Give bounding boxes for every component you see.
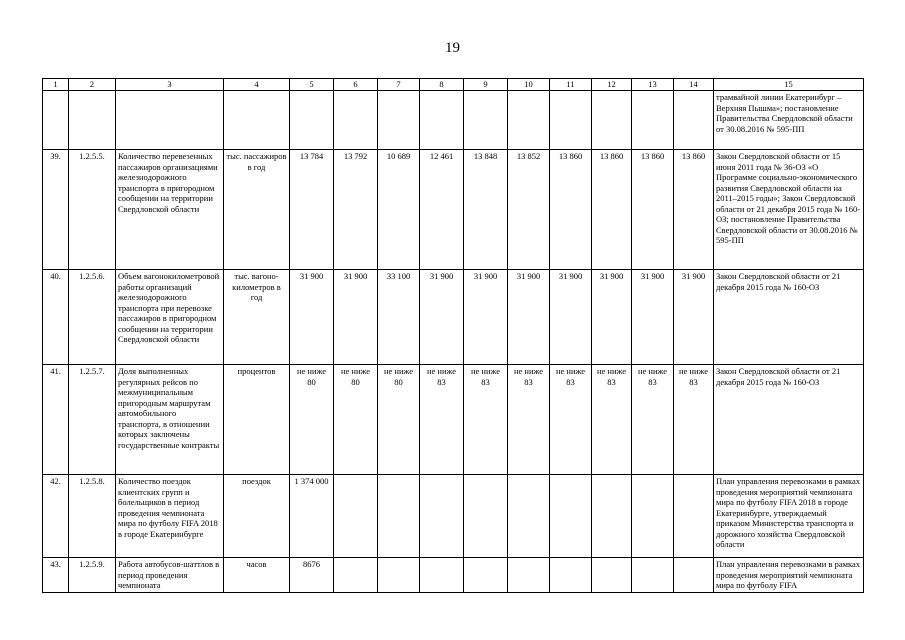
indicator-code-cell: 1.2.5.9. <box>69 558 116 593</box>
value-cell: 10 689 <box>378 150 420 270</box>
header-cell: 3 <box>116 79 224 91</box>
value-cell <box>334 558 378 593</box>
value-cell: не ниже 83 <box>632 365 674 475</box>
value-cell: не ниже 83 <box>464 365 508 475</box>
value-cell <box>508 91 550 150</box>
value-cell <box>592 475 632 558</box>
value-cell: не ниже 80 <box>378 365 420 475</box>
indicator-name-cell: Количество поездок клиентских групп и болельщиков в период проведения чемпионата мира по футболу FIFA 2018 в городе Екатеринбурге <box>116 475 224 558</box>
value-cell <box>378 558 420 593</box>
indicator-code-cell: 1.2.5.8. <box>69 475 116 558</box>
value-cell: 31 900 <box>334 270 378 365</box>
table-row <box>43 558 864 593</box>
row-number-cell: 39. <box>43 150 69 270</box>
value-cell: 31 900 <box>674 270 714 365</box>
table-row <box>43 91 864 150</box>
value-cell <box>592 558 632 593</box>
row-number-cell: 41. <box>43 365 69 475</box>
header-cell: 10 <box>508 79 550 91</box>
value-cell: 33 100 <box>378 270 420 365</box>
value-cell: 31 900 <box>420 270 464 365</box>
indicator-name-cell: Доля выполненных регулярных рейсов по межмуниципальным пригородным маршрутам автомобильного транспорта, в отношении которых заключены государственные контракты <box>116 365 224 475</box>
source-document-cell: План управления перевозками в рамках проведения мероприятий чемпионата мира по футболу FIFA 2018 в городе Екатеринбурге, утверждаемый приказом Министерства транспорта и дорожного хозяйства Свердловской области <box>714 475 864 558</box>
value-cell <box>550 91 592 150</box>
value-cell: не ниже 83 <box>592 365 632 475</box>
table-row <box>43 270 864 365</box>
value-cell: 13 852 <box>508 150 550 270</box>
value-cell: не ниже 83 <box>550 365 592 475</box>
indicators-table <box>42 78 864 593</box>
header-cell: 1 <box>43 79 69 91</box>
value-cell: 1 374 000 <box>290 475 334 558</box>
unit-cell: поездок <box>224 475 290 558</box>
source-document-cell: План управления перевозками в рамках проведения мероприятий чемпионата мира по футболу FIFA <box>714 558 864 593</box>
value-cell: не ниже 83 <box>674 365 714 475</box>
value-cell: 13 860 <box>550 150 592 270</box>
value-cell <box>632 475 674 558</box>
value-cell <box>334 91 378 150</box>
value-cell: 31 900 <box>592 270 632 365</box>
header-cell: 14 <box>674 79 714 91</box>
header-row <box>43 79 864 91</box>
header-cell: 12 <box>592 79 632 91</box>
value-cell: не ниже 83 <box>420 365 464 475</box>
value-cell <box>464 91 508 150</box>
value-cell: 31 900 <box>632 270 674 365</box>
value-cell <box>632 558 674 593</box>
source-document-cell: Закон Свердловской области от 21 декабря 2015 года № 160-ОЗ <box>714 270 864 365</box>
source-document-cell: Закон Свердловской области от 21 декабря 2015 года № 160-ОЗ <box>714 365 864 475</box>
value-cell <box>420 91 464 150</box>
value-cell <box>674 91 714 150</box>
value-cell: 13 860 <box>632 150 674 270</box>
indicator-name-cell: Количество перевезенных пассажиров организациями железнодорожного транспорта в пригородном сообщении на территории Свердловской области <box>116 150 224 270</box>
value-cell: не ниже 80 <box>290 365 334 475</box>
table-row <box>43 150 864 270</box>
table-row <box>43 365 864 475</box>
value-cell <box>508 475 550 558</box>
value-cell <box>420 558 464 593</box>
row-number-cell: 42. <box>43 475 69 558</box>
row-number-cell <box>43 91 69 150</box>
header-cell: 15 <box>714 79 864 91</box>
header-cell: 2 <box>69 79 116 91</box>
header-cell: 4 <box>224 79 290 91</box>
value-cell <box>674 558 714 593</box>
unit-cell: тыс. пассажиров в год <box>224 150 290 270</box>
indicator-name-cell: Объем вагонокилометровой работы организаций железнодорожного транспорта при перевозке пассажиров в пригородном сообщении на территории Свердловской области <box>116 270 224 365</box>
table-row <box>43 475 864 558</box>
value-cell <box>592 91 632 150</box>
value-cell: 13 848 <box>464 150 508 270</box>
value-cell <box>674 475 714 558</box>
value-cell: 31 900 <box>508 270 550 365</box>
page-number: 19 <box>445 40 460 56</box>
value-cell: 12 461 <box>420 150 464 270</box>
row-number-cell: 43. <box>43 558 69 593</box>
value-cell <box>378 91 420 150</box>
unit-cell: тыс. вагоно-километров в год <box>224 270 290 365</box>
header-cell: 9 <box>464 79 508 91</box>
value-cell: 31 900 <box>290 270 334 365</box>
value-cell <box>378 475 420 558</box>
source-document-cell: Закон Свердловской области от 15 июня 2011 года № 36-ОЗ «О Программе социально-экономического развития Свердловской области на 2011–2015 годы»; Закон Свердловской области от 21 декабря 2015 года № 160-ОЗ; постановление Правительства Свердловской области от 30.08.2016 № 595-ПП <box>714 150 864 270</box>
header-cell: 13 <box>632 79 674 91</box>
row-number-cell: 40. <box>43 270 69 365</box>
value-cell: 31 900 <box>550 270 592 365</box>
value-cell <box>464 558 508 593</box>
header-cell: 5 <box>290 79 334 91</box>
value-cell <box>550 558 592 593</box>
unit-cell <box>224 91 290 150</box>
header-cell: 8 <box>420 79 464 91</box>
value-cell: 13 792 <box>334 150 378 270</box>
indicator-name-cell <box>116 91 224 150</box>
value-cell: 13 860 <box>592 150 632 270</box>
indicator-code-cell <box>69 91 116 150</box>
value-cell: не ниже 83 <box>508 365 550 475</box>
value-cell: 13 784 <box>290 150 334 270</box>
value-cell <box>334 475 378 558</box>
value-cell: 31 900 <box>464 270 508 365</box>
value-cell <box>632 91 674 150</box>
value-cell: 8676 <box>290 558 334 593</box>
indicator-code-cell: 1.2.5.5. <box>69 150 116 270</box>
value-cell: 13 860 <box>674 150 714 270</box>
header-cell: 6 <box>334 79 378 91</box>
source-document-cell: трамвайной линии Екатеринбург – Верхняя Пышма»; постановление Правительства Свердловской области от 30.08.2016 № 595-ПП <box>714 91 864 150</box>
value-cell <box>508 558 550 593</box>
value-cell <box>290 91 334 150</box>
header-cell: 7 <box>378 79 420 91</box>
header-cell: 11 <box>550 79 592 91</box>
indicator-name-cell: Работа автобусов-шаттлов в период проведения чемпионата <box>116 558 224 593</box>
value-cell <box>420 475 464 558</box>
indicator-code-cell: 1.2.5.6. <box>69 270 116 365</box>
value-cell <box>464 475 508 558</box>
value-cell: не ниже 80 <box>334 365 378 475</box>
value-cell <box>550 475 592 558</box>
unit-cell: процентов <box>224 365 290 475</box>
indicator-code-cell: 1.2.5.7. <box>69 365 116 475</box>
unit-cell: часов <box>224 558 290 593</box>
